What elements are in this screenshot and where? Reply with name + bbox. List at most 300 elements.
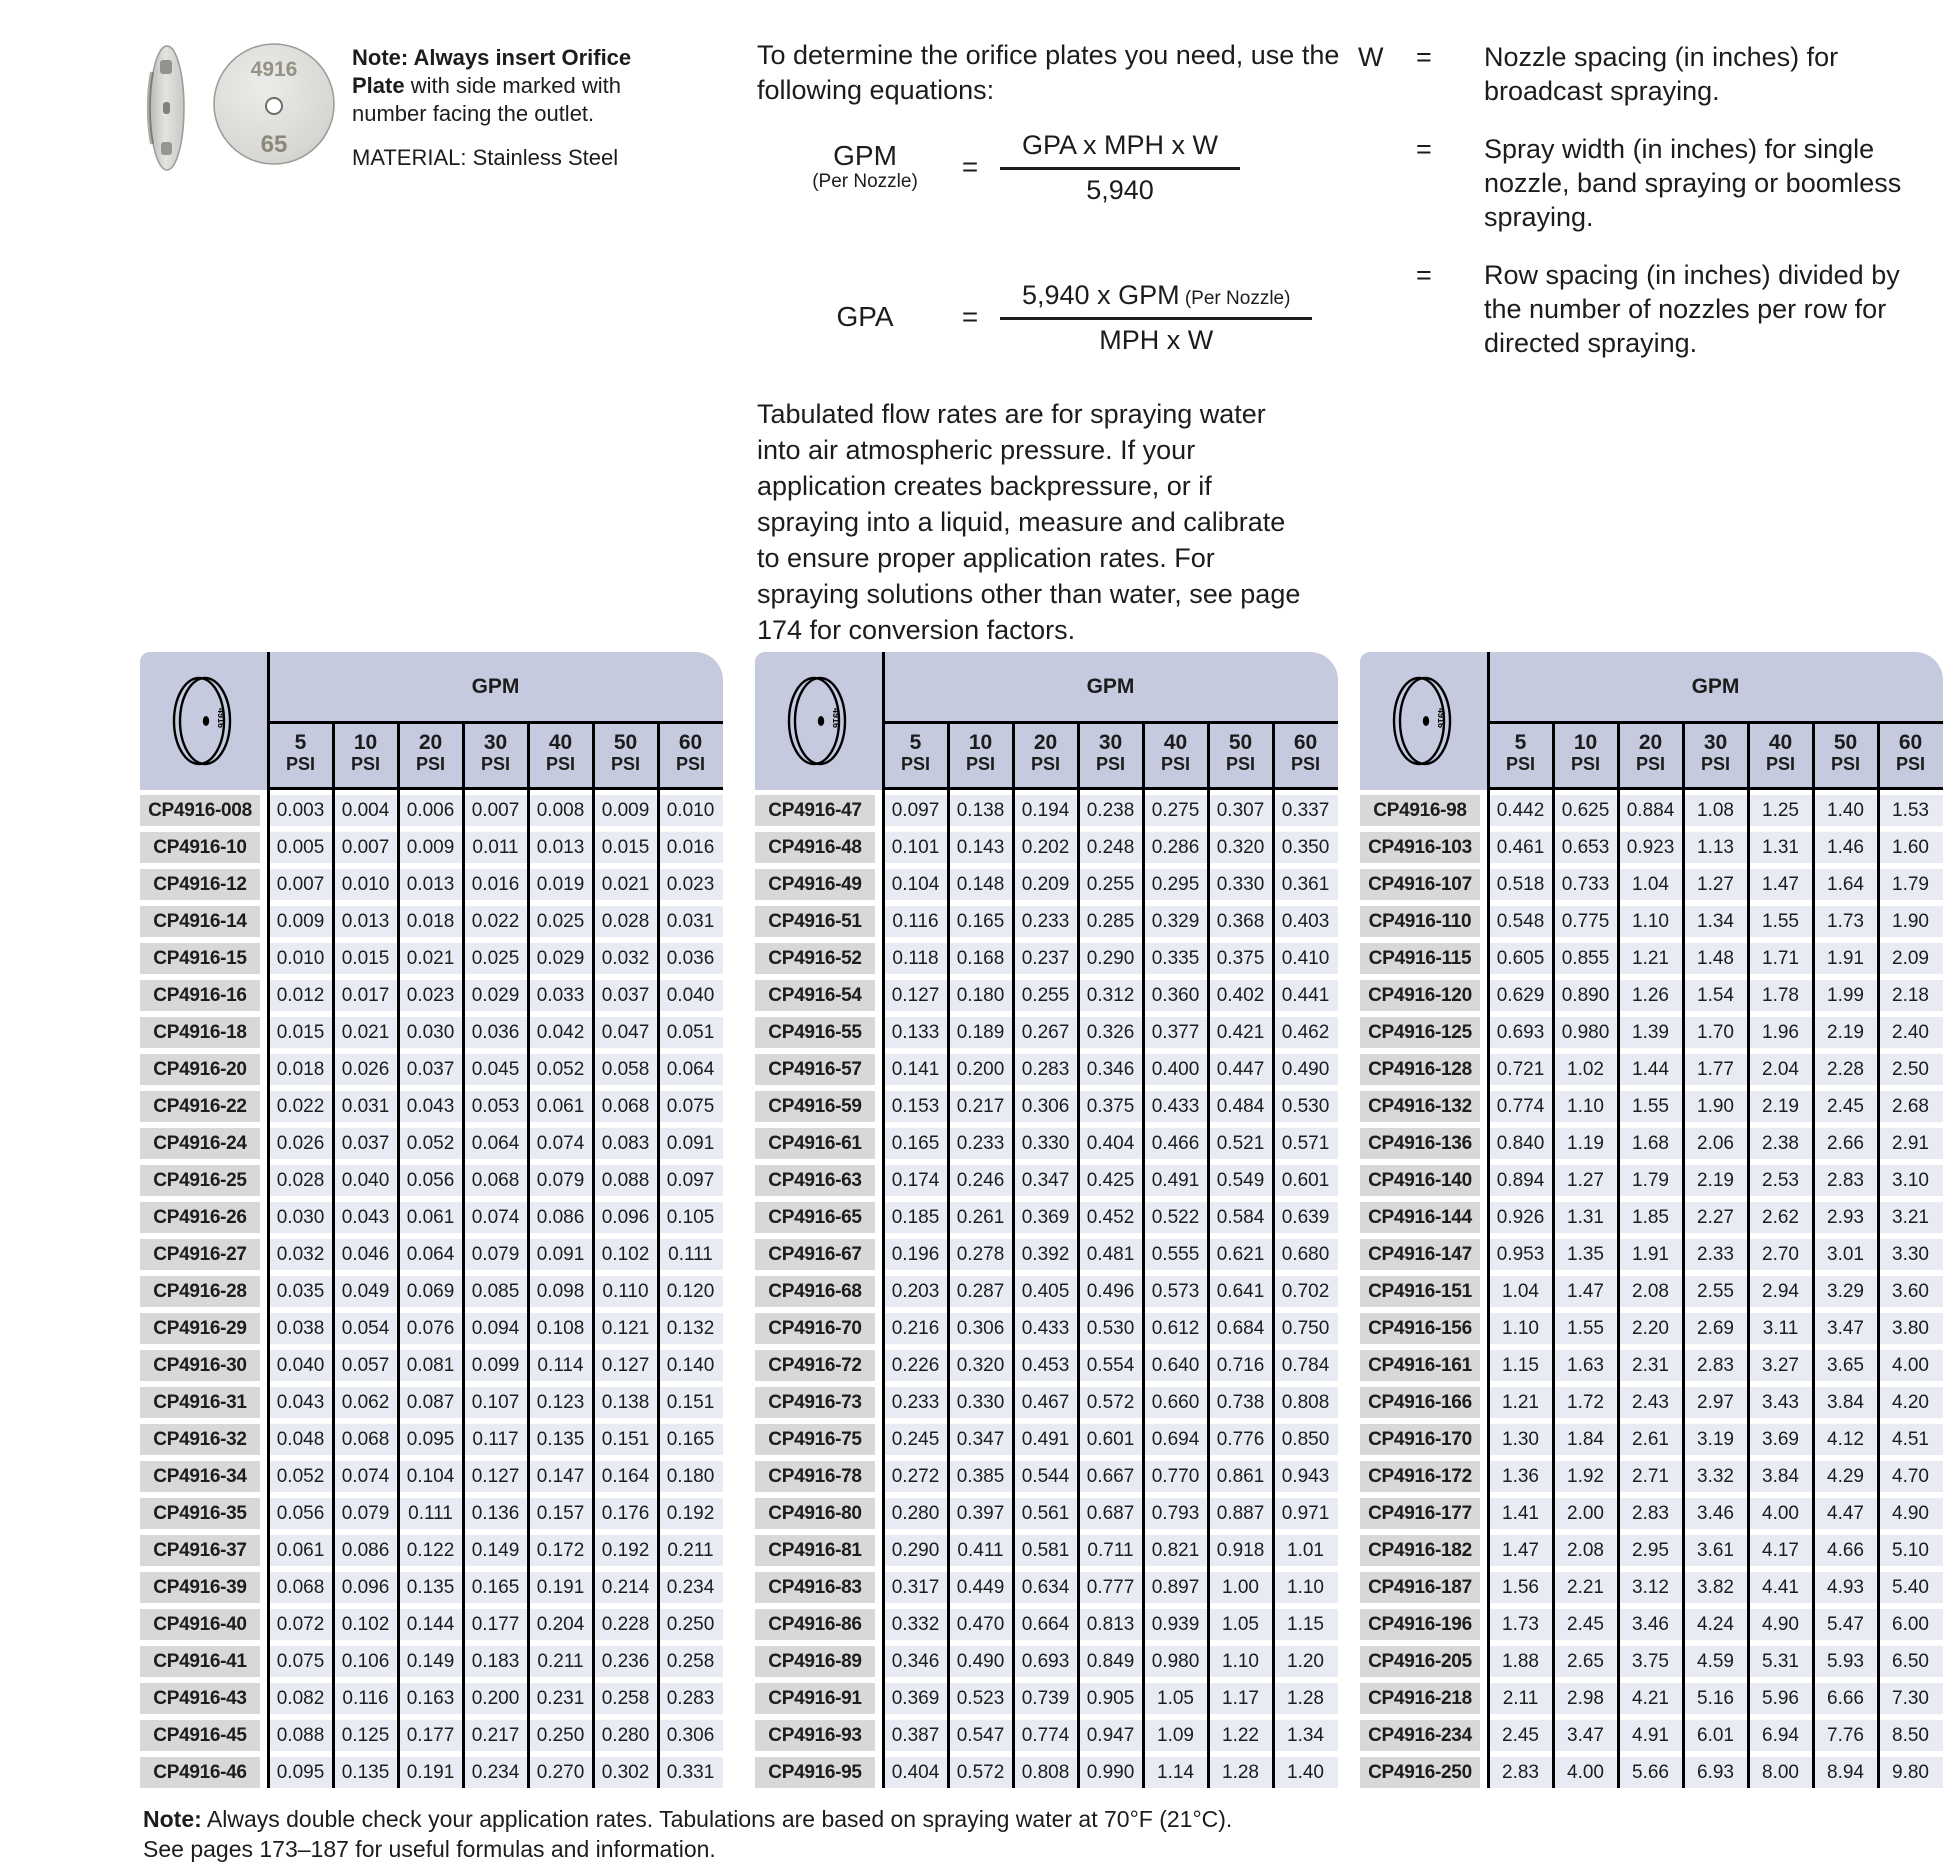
gpm-value-cell: 2.27	[1683, 1202, 1748, 1233]
table-row	[1360, 1498, 1943, 1529]
part-number-cell: CP4916-89	[755, 1646, 875, 1677]
gpm-value-cell: 0.306	[948, 1313, 1013, 1344]
insert-note-rest: with side marked with number facing the outlet.	[352, 73, 622, 126]
gpm-value-cell: 0.246	[948, 1165, 1013, 1196]
table-row	[140, 1683, 723, 1714]
gpm-value-cell: 0.097	[883, 795, 948, 826]
gpm-value-cell: 1.78	[1748, 980, 1813, 1011]
gpm-value-cell: 0.095	[268, 1757, 333, 1788]
gpm-value-cell: 0.143	[948, 832, 1013, 863]
part-number-cell: CP4916-22	[140, 1091, 260, 1122]
gpm-value-cell: 0.272	[883, 1461, 948, 1492]
gpm-value-cell: 1.47	[1748, 869, 1813, 900]
gpm-value-cell: 0.165	[463, 1572, 528, 1603]
table-body	[1360, 795, 1943, 1788]
gpm-value-cell: 1.72	[1553, 1387, 1618, 1418]
gpm-value-cell: 0.048	[268, 1424, 333, 1455]
gpm-value-cell: 0.953	[1488, 1239, 1553, 1270]
table-row	[1360, 1313, 1943, 1344]
table-row	[140, 1239, 723, 1270]
gpm-value-cell: 0.361	[1273, 869, 1338, 900]
gpm-value-cell: 0.855	[1553, 943, 1618, 974]
table-row	[755, 1017, 1338, 1048]
header-bottom-line	[883, 787, 1338, 790]
gpm-value-cell: 0.015	[333, 943, 398, 974]
gpm-value-cell: 0.449	[948, 1572, 1013, 1603]
gpm-value-cell: 0.105	[658, 1202, 723, 1233]
table-row	[140, 869, 723, 900]
part-number-cell: CP4916-115	[1360, 943, 1480, 974]
gpm-value-cell: 0.056	[268, 1498, 333, 1529]
gpm-value-cell: 0.121	[593, 1313, 658, 1344]
gpm-value-cell: 1.02	[1553, 1054, 1618, 1085]
gpm-value-cell: 0.192	[593, 1535, 658, 1566]
gpm-value-cell: 0.064	[658, 1054, 723, 1085]
gpm-equation-label	[790, 141, 940, 193]
gpm-value-cell: 0.776	[1208, 1424, 1273, 1455]
gpm-value-cell: 0.250	[658, 1609, 723, 1640]
psi-header-cell	[1273, 724, 1338, 787]
column-divider-line	[947, 722, 950, 1788]
gpm-label-sub: (Per Nozzle)	[812, 171, 918, 192]
table-row	[1360, 1239, 1943, 1270]
gpm-value-cell: 0.640	[1143, 1350, 1208, 1381]
column-divider-line	[397, 722, 400, 1788]
gpm-value-cell: 0.022	[268, 1091, 333, 1122]
gpm-value-cell: 2.40	[1878, 1017, 1943, 1048]
gpm-value-cell: 0.180	[658, 1461, 723, 1492]
table-row	[755, 795, 1338, 826]
gpm-value-cell: 2.93	[1813, 1202, 1878, 1233]
table-row	[140, 1498, 723, 1529]
part-number-cell: CP4916-008	[140, 795, 260, 826]
gpm-value-cell: 0.211	[658, 1535, 723, 1566]
insert-note	[352, 44, 652, 172]
part-number-cell: CP4916-73	[755, 1387, 875, 1418]
gpm-value-cell: 6.66	[1813, 1683, 1878, 1714]
gpm-column-header: GPM	[1691, 674, 1740, 698]
table-row	[1360, 1720, 1943, 1751]
gpm-value-cell: 0.200	[948, 1054, 1013, 1085]
gpm-value-cell: 0.138	[948, 795, 1013, 826]
part-number-cell: CP4916-86	[755, 1609, 875, 1640]
psi-unit-label: PSI	[1095, 754, 1125, 774]
gpm-value-cell: 0.016	[658, 832, 723, 863]
gpm-value-cell: 1.25	[1748, 795, 1813, 826]
gpm-value-cell: 0.307	[1208, 795, 1273, 826]
psi-pressure-value: 10	[1573, 731, 1598, 754]
part-number-cell: CP4916-67	[755, 1239, 875, 1270]
gpm-value-cell: 3.12	[1618, 1572, 1683, 1603]
table-row	[1360, 795, 1943, 826]
gpm-value-cell: 0.278	[948, 1239, 1013, 1270]
psi-header-cell	[1748, 724, 1813, 787]
gpm-value-cell: 0.086	[333, 1535, 398, 1566]
table-row	[140, 1054, 723, 1085]
gpm-value-cell: 0.036	[463, 1017, 528, 1048]
w-symbol: W	[1358, 42, 1384, 72]
gpm-value-cell: 0.561	[1013, 1498, 1078, 1529]
column-divider-line	[1682, 722, 1685, 1788]
gpm-value-cell: 2.04	[1748, 1054, 1813, 1085]
gpm-value-cell: 0.295	[1143, 869, 1208, 900]
part-number-cell: CP4916-43	[140, 1683, 260, 1714]
table-row	[1360, 980, 1943, 1011]
column-divider-line	[1077, 722, 1080, 1788]
gpm-value-cell: 0.403	[1273, 906, 1338, 937]
gpm-value-cell: 0.088	[593, 1165, 658, 1196]
gpm-value-cell: 0.549	[1208, 1165, 1273, 1196]
part-number-cell: CP4916-61	[755, 1128, 875, 1159]
gpm-value-cell: 0.180	[948, 980, 1013, 1011]
gpm-value-cell: 0.447	[1208, 1054, 1273, 1085]
gpm-value-cell: 3.69	[1748, 1424, 1813, 1455]
gpm-value-cell: 2.61	[1618, 1424, 1683, 1455]
gpm-value-cell: 0.496	[1078, 1276, 1143, 1307]
psi-header-cell	[1143, 724, 1208, 787]
gpm-value-cell: 2.83	[1488, 1757, 1553, 1788]
gpm-value-cell: 0.058	[593, 1054, 658, 1085]
equations-intro: To determine the orifice plates you need, use the following equations:	[757, 40, 1340, 105]
psi-pressure-value: 30	[483, 731, 508, 754]
gpm-value-cell: 1.79	[1618, 1165, 1683, 1196]
gpm-value-cell: 0.548	[1488, 906, 1553, 937]
gpm-value-cell: 0.918	[1208, 1535, 1273, 1566]
part-number-cell: CP4916-10	[140, 832, 260, 863]
gpm-value-cell: 2.28	[1813, 1054, 1878, 1085]
gpm-value-cell: 0.202	[1013, 832, 1078, 863]
gpm-value-cell: 0.183	[463, 1646, 528, 1677]
gpm-value-cell: 0.335	[1143, 943, 1208, 974]
gpm-value-cell: 8.94	[1813, 1757, 1878, 1788]
psi-header-cell	[948, 724, 1013, 787]
gpm-value-cell: 0.037	[333, 1128, 398, 1159]
table-row	[755, 832, 1338, 863]
gpm-value-cell: 0.467	[1013, 1387, 1078, 1418]
gpm-value-cell: 0.086	[528, 1202, 593, 1233]
gpm-value-cell: 1.10	[1488, 1313, 1553, 1344]
column-divider-line	[657, 722, 660, 1788]
gpm-value-cell: 2.69	[1683, 1313, 1748, 1344]
gpm-value-cell: 0.850	[1273, 1424, 1338, 1455]
psi-pressure-value: 60	[678, 731, 703, 754]
gpm-value-cell: 1.04	[1618, 869, 1683, 900]
gpm-value-cell: 0.068	[593, 1091, 658, 1122]
psi-header-cell	[1683, 724, 1748, 787]
gpm-value-cell: 0.884	[1618, 795, 1683, 826]
gpm-value-cell: 0.750	[1273, 1313, 1338, 1344]
gpm-value-cell: 0.330	[1208, 869, 1273, 900]
gpm-value-cell: 0.110	[593, 1276, 658, 1307]
gpm-value-cell: 0.015	[268, 1017, 333, 1048]
gpm-value-cell: 0.149	[398, 1646, 463, 1677]
gpm-value-cell: 1.13	[1683, 832, 1748, 863]
gpm-value-cell: 0.234	[658, 1572, 723, 1603]
header-bottom-line	[268, 787, 723, 790]
gpm-value-cell: 0.075	[658, 1091, 723, 1122]
gpm-value-cell: 0.037	[593, 980, 658, 1011]
gpm-value-cell: 0.072	[268, 1609, 333, 1640]
gpm-value-cell: 0.068	[333, 1424, 398, 1455]
gpm-value-cell: 0.433	[1013, 1313, 1078, 1344]
part-number-cell: CP4916-51	[755, 906, 875, 937]
psi-pressure-value: 5	[909, 731, 922, 754]
part-number-cell: CP4916-57	[755, 1054, 875, 1085]
gpm-value-cell: 0.521	[1208, 1128, 1273, 1159]
psi-pressure-value: 5	[1514, 731, 1527, 754]
gpm-value-cell: 1.10	[1553, 1091, 1618, 1122]
gpm-value-cell: 1.91	[1813, 943, 1878, 974]
gpm-value-cell: 0.176	[593, 1498, 658, 1529]
gpm-value-cell: 0.470	[948, 1609, 1013, 1640]
gpm-value-cell: 0.019	[528, 869, 593, 900]
gpm-value-cell: 2.91	[1878, 1128, 1943, 1159]
column-divider-line	[1747, 722, 1750, 1788]
gpm-value-cell: 0.939	[1143, 1609, 1208, 1640]
psi-unit-label: PSI	[1570, 754, 1600, 774]
table-body	[140, 795, 723, 1788]
gpm-value-cell: 0.010	[333, 869, 398, 900]
gpm-value-cell: 3.47	[1553, 1720, 1618, 1751]
gpm-value-cell: 0.082	[268, 1683, 333, 1714]
table-header	[140, 652, 723, 790]
gpm-value-cell: 0.923	[1618, 832, 1683, 863]
gpm-value-cell: 0.290	[883, 1535, 948, 1566]
psi-header-cell	[883, 724, 948, 787]
gpm-value-cell: 0.287	[948, 1276, 1013, 1307]
gpm-value-cell: 0.971	[1273, 1498, 1338, 1529]
gpm-value-cell: 2.53	[1748, 1165, 1813, 1196]
gpm-value-cell: 0.667	[1078, 1461, 1143, 1492]
gpm-value-cell: 0.784	[1273, 1350, 1338, 1381]
gpm-value-cell: 0.023	[658, 869, 723, 900]
gpm-value-cell: 1.85	[1618, 1202, 1683, 1233]
flow-table-1	[140, 652, 723, 1788]
psi-unit-label: PSI	[1895, 754, 1925, 774]
gpm-value-cell: 0.346	[883, 1646, 948, 1677]
gpm-value-cell: 0.660	[1143, 1387, 1208, 1418]
column-divider-line	[1617, 722, 1620, 1788]
gpm-value-cell: 0.157	[528, 1498, 593, 1529]
gpm-value-cell: 0.402	[1208, 980, 1273, 1011]
gpm-value-cell: 0.350	[1273, 832, 1338, 863]
gpm-value-cell: 1.39	[1618, 1017, 1683, 1048]
gpm-value-cell: 0.104	[883, 869, 948, 900]
gpm-value-cell: 0.840	[1488, 1128, 1553, 1159]
column-divider-line	[1877, 722, 1880, 1788]
psi-header-cell	[1013, 724, 1078, 787]
gpm-value-cell: 4.90	[1748, 1609, 1813, 1640]
gpm-value-cell: 4.24	[1683, 1609, 1748, 1640]
gpm-value-cell: 3.43	[1748, 1387, 1813, 1418]
gpm-value-cell: 2.33	[1683, 1239, 1748, 1270]
part-number-cell: CP4916-80	[755, 1498, 875, 1529]
gpm-value-cell: 0.214	[593, 1572, 658, 1603]
gpm-value-cell: 0.018	[268, 1054, 333, 1085]
gpm-value-cell: 0.125	[333, 1720, 398, 1751]
table-row	[140, 1720, 723, 1751]
table-row	[1360, 1683, 1943, 1714]
gpm-value-cell: 5.66	[1618, 1757, 1683, 1788]
gpm-value-cell: 0.196	[883, 1239, 948, 1270]
gpm-value-cell: 0.016	[463, 869, 528, 900]
table-row	[755, 1498, 1338, 1529]
gpm-value-cell: 0.217	[948, 1091, 1013, 1122]
gpm-value-cell: 1.47	[1488, 1535, 1553, 1566]
gpm-value-cell: 0.369	[1013, 1202, 1078, 1233]
gpm-value-cell: 1.41	[1488, 1498, 1553, 1529]
gpm-value-cell: 1.10	[1208, 1646, 1273, 1677]
psi-header-row	[883, 724, 1338, 787]
gpm-value-cell: 1.84	[1553, 1424, 1618, 1455]
gpm-value-cell: 3.82	[1683, 1572, 1748, 1603]
gpm-value-cell: 0.163	[398, 1683, 463, 1714]
gpm-value-cell: 0.091	[528, 1239, 593, 1270]
gpm-value-cell: 1.15	[1488, 1350, 1553, 1381]
gpm-value-cell: 0.064	[463, 1128, 528, 1159]
gpm-value-cell: 0.849	[1078, 1646, 1143, 1677]
part-number-cell: CP4916-28	[140, 1276, 260, 1307]
gpm-value-cell: 0.043	[333, 1202, 398, 1233]
gpm-value-cell: 1.28	[1208, 1757, 1273, 1788]
gpm-value-cell: 0.629	[1488, 980, 1553, 1011]
gpm-value-cell: 2.65	[1553, 1646, 1618, 1677]
gpm-value-cell: 0.523	[948, 1683, 1013, 1714]
gpm-value-cell: 1.28	[1273, 1683, 1338, 1714]
gpm-value-cell: 0.005	[268, 832, 333, 863]
gpm-value-cell: 0.481	[1078, 1239, 1143, 1270]
gpm-value-cell: 5.96	[1748, 1683, 1813, 1714]
orifice-plate-side-photo	[136, 42, 198, 179]
gpm-value-cell: 1.55	[1748, 906, 1813, 937]
orifice-plate-icon	[755, 652, 883, 790]
gpm-value-cell: 1.30	[1488, 1424, 1553, 1455]
part-number-cell: CP4916-26	[140, 1202, 260, 1233]
gpm-value-cell: 2.31	[1618, 1350, 1683, 1381]
gpm-value-cell: 0.329	[1143, 906, 1208, 937]
gpm-value-cell: 8.50	[1878, 1720, 1943, 1751]
table-row	[1360, 1609, 1943, 1640]
gpm-value-cell: 0.518	[1488, 869, 1553, 900]
table-row	[1360, 1276, 1943, 1307]
gpm-value-cell: 0.375	[1078, 1091, 1143, 1122]
gpm-value-cell: 0.400	[1143, 1054, 1208, 1085]
gpm-value-cell: 0.584	[1208, 1202, 1273, 1233]
gpm-value-cell: 0.711	[1078, 1535, 1143, 1566]
gpm-value-cell: 0.083	[593, 1128, 658, 1159]
material-note: MATERIAL: Stainless Steel	[352, 145, 619, 170]
gpm-value-cell: 0.135	[398, 1572, 463, 1603]
gpm-value-cell: 0.320	[948, 1350, 1013, 1381]
gpm-value-cell: 0.410	[1273, 943, 1338, 974]
table-header	[1360, 652, 1943, 790]
gpm-value-cell: 0.317	[883, 1572, 948, 1603]
table-row	[755, 1535, 1338, 1566]
table-row	[1360, 832, 1943, 863]
part-number-cell: CP4916-15	[140, 943, 260, 974]
gpm-value-cell: 0.165	[658, 1424, 723, 1455]
psi-unit-label: PSI	[480, 754, 510, 774]
gpm-value-cell: 0.261	[948, 1202, 1013, 1233]
gpm-value-cell: 0.571	[1273, 1128, 1338, 1159]
gpm-value-cell: 0.164	[593, 1461, 658, 1492]
gpm-value-cell: 1.73	[1813, 906, 1878, 937]
gpm-value-cell: 0.114	[528, 1350, 593, 1381]
gpm-value-cell: 0.255	[1078, 869, 1143, 900]
table-row	[755, 906, 1338, 937]
part-number-cell: CP4916-31	[140, 1387, 260, 1418]
gpm-value-cell: 0.347	[1013, 1165, 1078, 1196]
part-number-cell: CP4916-136	[1360, 1128, 1480, 1159]
gpm-value-cell: 0.135	[333, 1757, 398, 1788]
table-row	[140, 1276, 723, 1307]
gpm-value-cell: 0.028	[268, 1165, 333, 1196]
gpm-value-cell: 0.275	[1143, 795, 1208, 826]
gpm-value-cell: 0.980	[1553, 1017, 1618, 1048]
gpm-value-cell: 1.31	[1553, 1202, 1618, 1233]
gpm-value-cell: 0.051	[658, 1017, 723, 1048]
part-number-cell: CP4916-250	[1360, 1757, 1480, 1788]
gpm-value-cell: 2.71	[1618, 1461, 1683, 1492]
table-row	[1360, 1424, 1943, 1455]
part-number-cell: CP4916-151	[1360, 1276, 1480, 1307]
part-number-cell: CP4916-147	[1360, 1239, 1480, 1270]
gpm-value-cell: 0.042	[528, 1017, 593, 1048]
table-row	[755, 1461, 1338, 1492]
gpm-value-cell: 0.138	[593, 1387, 658, 1418]
gpm-value-cell: 3.75	[1618, 1646, 1683, 1677]
gpm-value-cell: 2.98	[1553, 1683, 1618, 1714]
table-row	[755, 1350, 1338, 1381]
gpm-value-cell: 0.721	[1488, 1054, 1553, 1085]
gpm-value-cell: 0.061	[528, 1091, 593, 1122]
gpm-value-cell: 0.026	[333, 1054, 398, 1085]
gpm-value-cell: 3.29	[1813, 1276, 1878, 1307]
gpm-value-cell: 0.680	[1273, 1239, 1338, 1270]
gpm-value-cell: 0.990	[1078, 1757, 1143, 1788]
gpm-value-cell: 4.12	[1813, 1424, 1878, 1455]
part-number-cell: CP4916-47	[755, 795, 875, 826]
gpm-value-cell: 0.153	[883, 1091, 948, 1122]
gpm-value-cell: 2.94	[1748, 1276, 1813, 1307]
gpm-value-cell: 1.10	[1618, 906, 1683, 937]
table-row	[755, 1609, 1338, 1640]
gpm-value-cell: 2.83	[1683, 1350, 1748, 1381]
table-row	[755, 1202, 1338, 1233]
gpm-value-cell: 0.030	[268, 1202, 333, 1233]
gpm-value-cell: 2.45	[1813, 1091, 1878, 1122]
gpm-value-cell: 2.11	[1488, 1683, 1553, 1714]
psi-pressure-value: 20	[1033, 731, 1058, 754]
table-row	[1360, 906, 1943, 937]
gpm-value-cell: 0.194	[1013, 795, 1078, 826]
part-number-cell: CP4916-81	[755, 1535, 875, 1566]
gpm-value-cell: 0.054	[333, 1313, 398, 1344]
gpm-value-cell: 0.821	[1143, 1535, 1208, 1566]
part-number-cell: CP4916-103	[1360, 832, 1480, 863]
equals-sign: =	[1416, 42, 1432, 72]
table-row	[1360, 1461, 1943, 1492]
part-number-cell: CP4916-93	[755, 1720, 875, 1751]
gpm-value-cell: 4.41	[1748, 1572, 1813, 1603]
psi-pressure-value: 50	[1228, 731, 1253, 754]
part-number-cell: CP4916-59	[755, 1091, 875, 1122]
table-row	[140, 1313, 723, 1344]
gpm-value-cell: 0.032	[268, 1239, 333, 1270]
part-number-cell: CP4916-75	[755, 1424, 875, 1455]
table-row	[755, 1239, 1338, 1270]
psi-header-row	[268, 724, 723, 787]
